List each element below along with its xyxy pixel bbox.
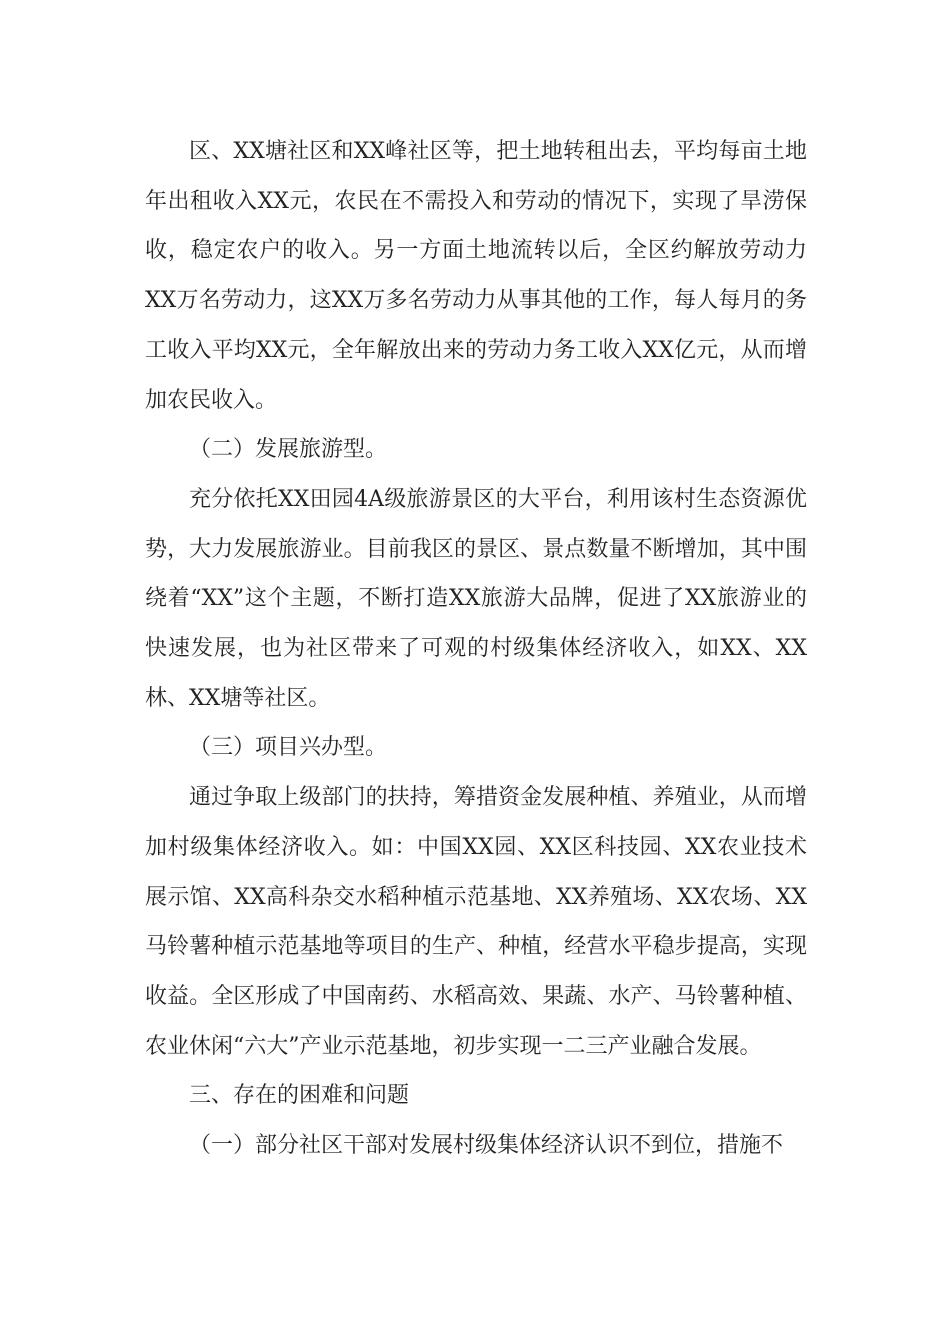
paragraph-land-transfer: 区、XX塘社区和XX峰社区等，把土地转租出去，平均每亩土地年出租收入XX元，农民在不需投入和劳动的情况下，实现了旱涝保收，稳定农户的收入。另一方面土地流转以后，全区约解放劳动力XX万名劳动力，这XX万多名劳动力从事其他的工作，每人每月的务工收入平均XX元，全年解放出来的劳动力务工收入XX亿元，从而增加农民收入。: [145, 139, 807, 413]
document-body: [145, 127, 807, 1171]
paragraph-problem-one: （一）部分社区干部对发展村级集体经济认识不到位，措施不: [189, 1133, 784, 1159]
paragraph-tourism: 充分依托XX田园4A级旅游景区的大平台，利用该村生态资源优势，大力发展旅游业。目前我区的景区、景点数量不断增加，其中围绕着“XX”这个主题，不断打造XX旅游大品牌，促进了XX旅游业的快速发展，也为社区带来了可观的村级集体经济收入，如XX、XX林、XX塘等社区。: [145, 486, 807, 711]
heading-project-type: （三）项目兴办型。: [189, 735, 388, 761]
paragraph-projects: 通过争取上级部门的扶持，筹措资金发展种植、养殖业，从而增加村级集体经济收入。如：中国XX园、XX区科技园、XX农业技术展示馆、XX高科杂交水稻种植示范基地、XX养殖场、XX农场、XX马铃薯种植示范基地等项目的生产、种植，经营水平稳步提高，实现收益。全区形成了中国南药、水稻高效、果蔬、水产、马铃薯种植、农业休闲“六大”产业示范基地，初步实现一二三产业融合发展。: [145, 785, 807, 1059]
heading-tourism-type: （二）发展旅游型。: [189, 437, 388, 463]
heading-problems: 三、存在的困难和问题: [189, 1083, 410, 1109]
